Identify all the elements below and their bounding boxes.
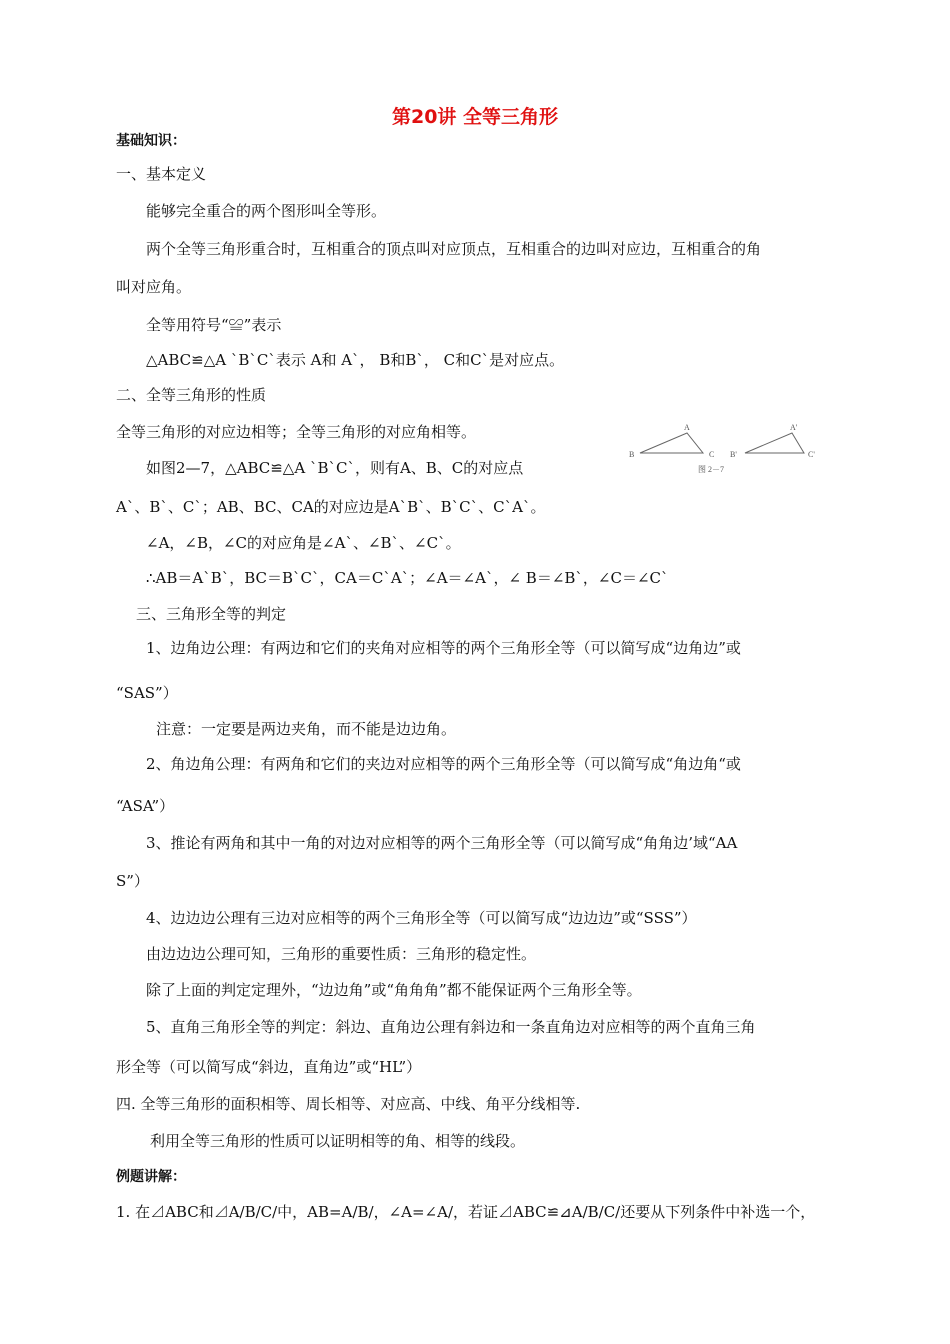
definition-line: 全等用符号“≌”表示 — [146, 316, 282, 334]
definition-line: 能够完全重合的两个图形叫全等形。 — [146, 202, 387, 220]
criterion-line: S”） — [116, 872, 149, 890]
figure-label-b-prime: B' — [730, 450, 737, 459]
figure-label-c-prime: C' — [808, 450, 815, 459]
property-line: ∠A，∠B，∠C的对应角是∠A`、∠B`、∠C`。 — [146, 534, 461, 552]
criterion-line: 由边边边公理可知，三角形的重要性质：三角形的稳定性。 — [146, 945, 537, 963]
definition-line: 两个全等三角形重合时，互相重合的顶点叫对应顶点，互相重合的边叫对应边，互相重合的角 — [146, 240, 762, 258]
figure-label-a-prime: A' — [790, 423, 798, 432]
property-line: 全等三角形的对应边相等；全等三角形的对应角相等。 — [116, 423, 477, 441]
criterion-line: 3、推论有两角和其中一角的对边对应相等的两个三角形全等（可以简写成“角角边’域“AA — [146, 834, 738, 852]
criterion-line: 2、角边角公理：有两角和它们的夹边对应相等的两个三角形全等（可以简写成“角边角“或 — [146, 755, 741, 773]
criterion-line: 4、边边边公理有三边对应相等的两个三角形全等（可以简写成“边边边”或“SSS”） — [146, 909, 697, 927]
property-line: 利用全等三角形的性质可以证明相等的角、相等的线段。 — [150, 1132, 526, 1150]
example-1-line: 1. 在⊿ABC和⊿A/B/C/中，AB=A/B/，∠A=∠A/，若证⊿ABC≌⊿A/B/C/还要从下列条件中补选一个， — [116, 1203, 816, 1221]
property-line: ∴AB＝A`B`，BC＝B`C`，CA＝C`A`；∠A＝∠A`，∠ B＝∠B`，∠C＝∠C` — [146, 569, 669, 587]
triangle-abc — [640, 433, 703, 453]
figure-label-a: A — [684, 423, 690, 432]
section-2-heading: 二、全等三角形的性质 — [116, 386, 267, 404]
figure-label-c: C — [709, 450, 715, 459]
section-3-heading: 三、三角形全等的判定 — [136, 605, 287, 623]
triangle-a-prime-b-prime-c-prime — [745, 433, 804, 453]
definition-line: 叫对应角。 — [116, 278, 192, 296]
criterion-line: 除了上面的判定定理外，“边边角”或“角角角”都不能保证两个三角形全等。 — [146, 981, 642, 999]
property-line: A`、B`、C`；AB、BC、CA的对应边是A`B`、B`C`、C`A`。 — [116, 498, 546, 516]
congruent-triangles-figure — [620, 420, 830, 476]
property-line: 如图2—7，△ABC≌△A `B`C`，则有A、B、C的对应点 — [146, 459, 524, 477]
criterion-line: “SAS”） — [116, 684, 178, 702]
page-title: 第20讲 全等三角形 — [391, 106, 559, 128]
criterion-line: “ASA”） — [116, 797, 175, 815]
figure-caption: 图 2－7 — [698, 465, 724, 474]
criterion-line: 5、直角三角形全等的判定：斜边、直角边公理有斜边和一条直角边对应相等的两个直角三角 — [146, 1018, 756, 1036]
criterion-line: 1、边角边公理：有两边和它们的夹角对应相等的两个三角形全等（可以简写成“边角边”或 — [146, 639, 741, 657]
criterion-note: 注意：一定要是两边夹角，而不能是边边角。 — [156, 720, 457, 738]
definition-line: △ABC≌△A `B`C`表示 A和 A`， B和B`， C和C`是对应点。 — [146, 351, 565, 369]
heading-basics: 基础知识： — [116, 133, 186, 149]
figure-label-b: B — [629, 450, 635, 459]
criterion-line: 形全等（可以简写成“斜边，直角边”或“HL”） — [116, 1058, 422, 1076]
heading-examples: 例题讲解： — [116, 1169, 186, 1185]
section-1-heading: 一、基本定义 — [116, 165, 207, 183]
section-4-heading: 四. 全等三角形的面积相等、周长相等、对应高、中线、角平分线相等. — [116, 1095, 581, 1113]
